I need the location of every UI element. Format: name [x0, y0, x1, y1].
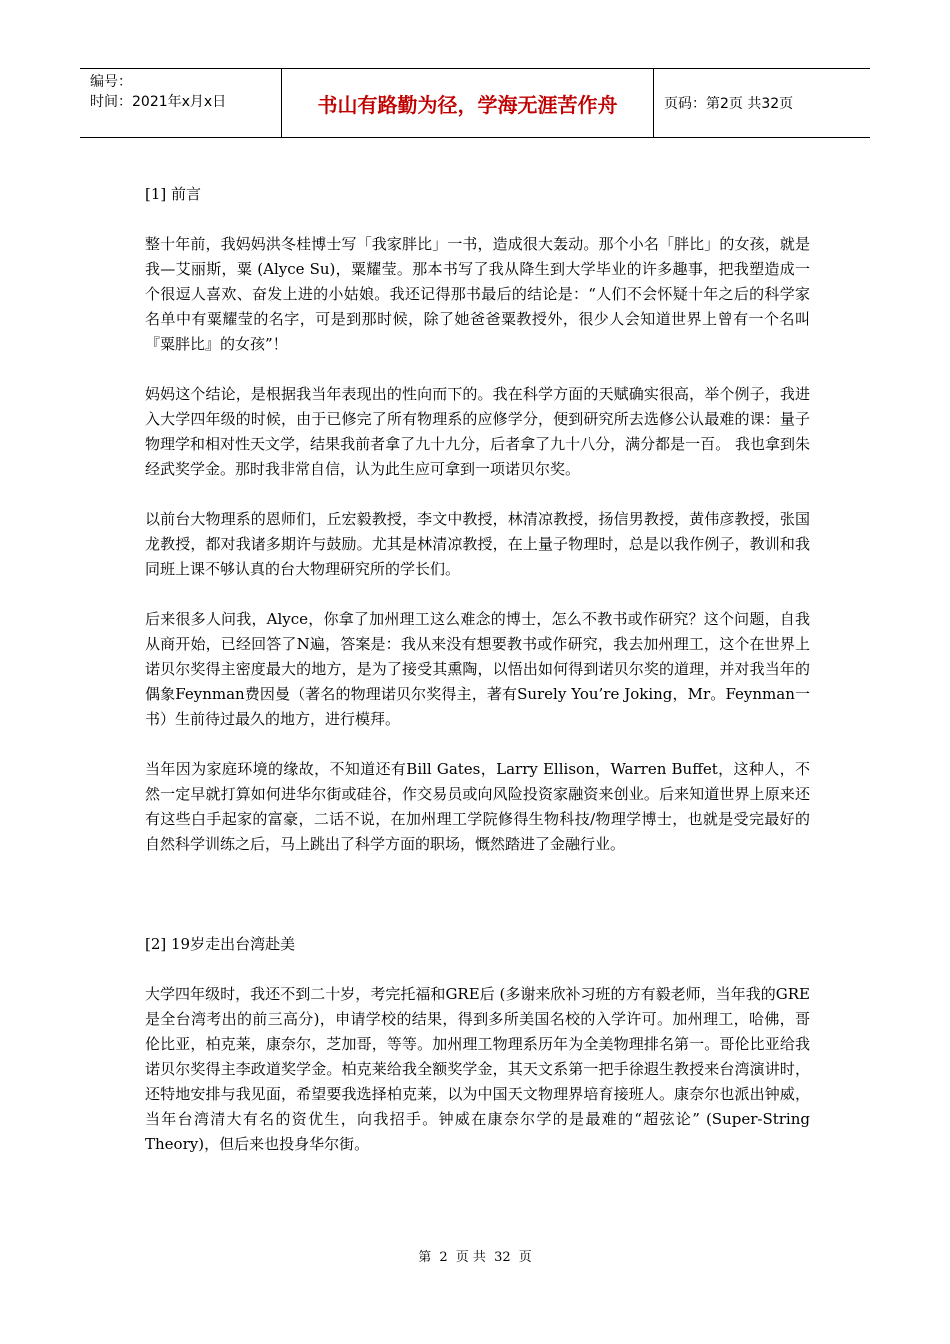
footer-page-suffix: 页 — [518, 1250, 532, 1265]
header-motto: 书山有路勤为径，学海无涯苦作舟 — [317, 92, 618, 117]
footer-total-pages: 32 — [494, 1250, 511, 1265]
page-header — [80, 68, 870, 138]
footer-page-mid: 页 共 — [455, 1250, 486, 1265]
paragraph: 当年因为家庭环境的缘故，不知道还有Bill Gates，Larry Ellison，Warren Buffet，这种人，不然一定早就打算如何进华尔街或硅谷，作交易员或向风险投资家融资来创业。后来知道世界上原来还有这些白手起家的富豪，二话不说，在加州理工学院修得生物科技/物理学博士，也就是受完最好的自然科学训练之后，马上跳出了科学方面的职场，慨然踏进了金融行业。 — [145, 760, 810, 853]
section-title-leaving-taiwan: [2] 19岁走出台湾赴美 — [145, 935, 296, 953]
section-title-preface: [1] 前言 — [145, 185, 202, 203]
paragraph: 大学四年级时，我还不到二十岁，考完托福和GRE后 (多谢来欣补习班的方有毅老师，当年我的GRE是全台湾考出的前三高分)，申请学校的结果，得到多所美国名校的入学许可。加州理工，哈佛，哥伦比亚，柏克莱，康奈尔，芝加哥，等等。加州理工物理系历年为全美物理排名第一。哥伦比亚给我诺贝尔奖得主李政道奖学金。柏克莱给我全额奖学金，其天文系第一把手徐遐生教授来台湾演讲时，还特地安排与我见面，希望要我选择柏克莱，以为中国天文物理界培育接班人。康奈尔也派出钟威，当年台湾清大有名的资优生，向我招手。钟威在康奈尔学的是最难的“超弦论” (Super-String Theory)，但后来也投身华尔街。 — [145, 985, 810, 1153]
footer-current-page: 2 — [439, 1250, 448, 1265]
footer-page-prefix: 第 — [418, 1250, 432, 1265]
header-number-label: 编号： — [90, 74, 132, 90]
paragraph: 以前台大物理系的恩师们，丘宏毅教授，李文中教授，林清凉教授，扬信男教授，黄伟彦教授，张国龙教授，都对我诸多期许与鼓励。尤其是林清凉教授，在上量子物理时，总是以我作例子，教训和我同班上课不够认真的台大物理研究所的学长们。 — [145, 510, 810, 578]
header-meta-cell — [80, 69, 282, 137]
paragraph: 整十年前，我妈妈洪冬桂博士写「我家胖比」一书，造成很大轰动。那个小名「胖比」的女孩，就是我—艾丽斯，粟 (Alyce Su)，粟耀莹。那本书写了我从降生到大学毕业的许多趣事，把我塑造成一个很逗人喜欢、奋发上进的小姑娘。我还记得那书最后的结论是：“人们不会怀疑十年之后的科学家名单中有粟耀莹的名字，可是到那时候，除了她爸爸粟教授外，很少人会知道世界上曾有一个名叫『粟胖比』的女孩”！ — [145, 235, 811, 353]
header-date-label: 时间：2021年x月x日 — [90, 94, 227, 110]
header-motto-cell — [282, 69, 654, 137]
header-page-info: 页码：第2页 共32页 — [664, 96, 794, 112]
header-page-cell — [654, 69, 870, 137]
page-footer — [0, 1246, 950, 1265]
section-spacer — [145, 882, 810, 932]
paragraph: 妈妈这个结论，是根据我当年表现出的性向而下的。我在科学方面的天赋确实很高，举个例子，我进入大学四年级的时候，由于已修完了所有物理系的应修学分，便到研究所去选修公认最难的课：量子物理学和相对性天文学，结果我前者拿了九十九分，后者拿了九十八分，满分都是一百。 我也拿到朱经武奖学金。那时我非常自信，认为此生应可拿到一项诺贝尔奖。 — [145, 385, 810, 478]
document-body — [145, 182, 810, 1182]
paragraph: 后来很多人问我，Alyce，你拿了加州理工这么难念的博士，怎么不教书或作研究？这个问题，自我从商开始，已经回答了N遍，答案是：我从来没有想要教书或作研究，我去加州理工，这个在世界上诺贝尔奖得主密度最大的地方，是为了接受其熏陶，以悟出如何得到诺贝尔奖的道理，并对我当年的偶象Feynman费因曼（著名的物理诺贝尔奖得主，著有Surely You’re Joking，Mr。Feynman一书）生前待过最久的地方，进行模拜。 — [145, 610, 810, 728]
